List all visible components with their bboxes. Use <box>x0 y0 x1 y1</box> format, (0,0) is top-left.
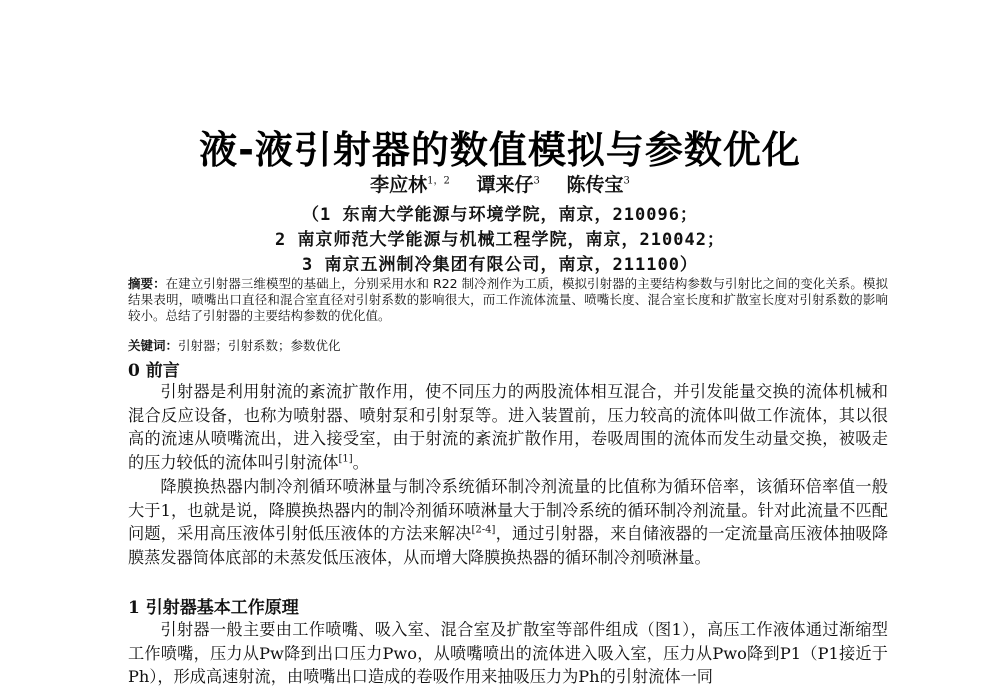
citation-ref: [1] <box>338 453 353 465</box>
author-list <box>0 170 1000 197</box>
keywords-text: 引射器；引射系数；参数优化 <box>178 338 341 353</box>
paper-title: 液-液引射器的数值模拟与参数优化 <box>199 128 801 172</box>
author-affiliation-mark: 1，2 <box>427 175 450 187</box>
paragraph-text: 引射器是利用射流的紊流扩散作用，使不同压力的两股流体相互混合，并引发能量交换的流体机械和混合反应设备，也称为喷射器、喷射泵和引射泵等。进入装置前，压力较高的流体叫做工作流体，其以很高的流速从喷嘴流出，进入接受室，由于射流的紊流扩散作用，卷吸周围的流体而发生动量交换，被吸走的压力较低的流体叫引射流体 <box>128 382 888 472</box>
affiliation-2: 2 南京师范大学能源与机械工程学院，南京，210042； <box>275 230 725 250</box>
body-paragraph <box>128 475 888 569</box>
abstract-label: 摘要： <box>128 276 166 291</box>
affiliation-3: 3 南京五洲制冷集团有限公司，南京，211100） <box>302 255 698 275</box>
keywords-label: 关键词： <box>128 338 179 353</box>
keywords <box>128 336 888 354</box>
author-name: 陈传宝 <box>566 174 624 196</box>
author-name: 李应林 <box>370 174 428 196</box>
affiliation-1: （1 东南大学能源与环境学院，南京，210096； <box>302 205 698 225</box>
author-1 <box>370 174 450 196</box>
author-2 <box>476 174 539 196</box>
paragraph-tail: ，通过引射器，来自储液器的一定流量高压液体抽吸降膜蒸发器筒体底部的未蒸发低压液体，从而增大降膜换热器的循环制冷剂喷淋量。 <box>128 524 889 567</box>
paragraph-tail: 。 <box>352 452 369 472</box>
author-3 <box>567 174 630 196</box>
section-heading-principle: 1 引射器基本工作原理 <box>128 598 299 618</box>
section-heading-introduction: 0 前言 <box>128 361 180 381</box>
paragraph-text: 引射器一般主要由工作喷嘴、吸入室、混合室及扩散室等部件组成（图1），高压工作液体通过渐缩型工作喷嘴，压力从Pw降到出口压力Pwo，从喷嘴喷出的流体进入吸入室，压力从Pwo降到P1（P1接近于Ph），形成高速射流，由喷嘴出口造成的卷吸作用来抽吸压力为Ph的引射流体一同 <box>128 620 888 687</box>
author-affiliation-mark: 3 <box>623 175 630 187</box>
body-paragraph <box>128 618 888 689</box>
author-name: 谭来仔 <box>476 174 534 196</box>
paragraph-text: 降膜换热器内制冷剂循环喷淋量与制冷系统循环制冷剂流量的比值称为循环倍率，该循环倍率值一般大于1，也就是说，降膜换热器内的制冷剂循环喷淋量大于制冷系统的循环制冷剂流量。针对此流量不匹配问题，采用高压液体引射低压液体的方法来解决 <box>128 477 888 544</box>
citation-ref: [2-4] <box>471 524 496 536</box>
author-affiliation-mark: 3 <box>533 175 540 187</box>
abstract <box>128 276 888 324</box>
abstract-text: 在建立引射器三维模型的基础上，分别采用水和 R22 制冷剂作为工质，模拟引射器的主要结构参数与引射比之间的变化关系。模拟结果表明，喷嘴出口直径和混合室直径对引射系数的影响很大，而工作流体流量、喷嘴长度、混合室长度和扩散室长度对引射系数的影响较小。总结了引射器的主要结构参数的优化值。 <box>128 276 888 323</box>
body-paragraph <box>128 380 888 474</box>
